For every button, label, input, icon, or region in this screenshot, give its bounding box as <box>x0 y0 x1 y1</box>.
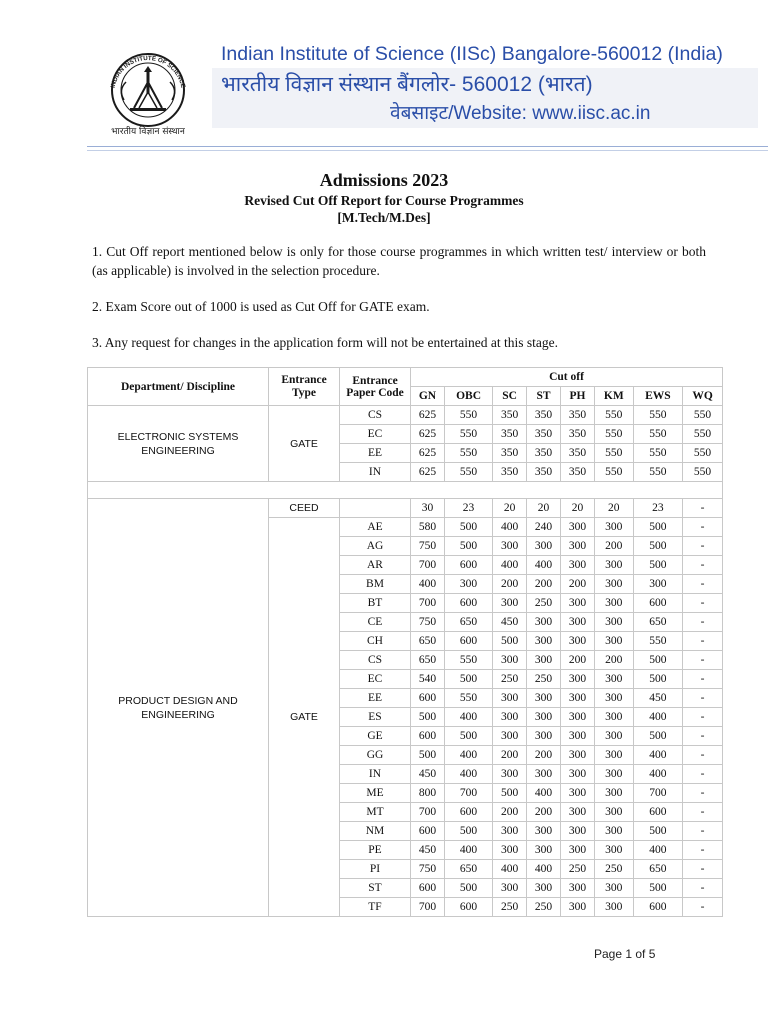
cutoff-value-cell: 550 <box>633 425 682 444</box>
cutoff-value-cell: 250 <box>527 670 561 689</box>
cutoff-value-cell: 650 <box>411 632 445 651</box>
cutoff-value-cell: 300 <box>561 537 595 556</box>
cutoff-value-cell: 300 <box>561 822 595 841</box>
note-2: 2. Exam Score out of 1000 is used as Cut Off for GATE exam. <box>92 299 430 314</box>
cutoff-value-cell: 300 <box>561 708 595 727</box>
cutoff-value-cell: 400 <box>411 575 445 594</box>
paper-code-cell: AE <box>340 518 411 537</box>
cutoff-value-cell: 300 <box>527 632 561 651</box>
cutoff-value-cell: 300 <box>527 613 561 632</box>
cutoff-value-cell: 400 <box>633 708 682 727</box>
paper-code-cell: IN <box>340 463 411 482</box>
cutoff-value-cell: 300 <box>594 518 633 537</box>
cutoff-value-cell: 300 <box>561 784 595 803</box>
cutoff-value-cell: 300 <box>561 594 595 613</box>
cutoff-value-cell: 300 <box>444 575 492 594</box>
paper-code-cell: EE <box>340 444 411 463</box>
cutoff-value-cell: - <box>683 689 723 708</box>
paper-code-cell: CE <box>340 613 411 632</box>
cutoff-value-cell: 500 <box>493 632 527 651</box>
cutoff-value-cell: 200 <box>527 746 561 765</box>
cutoff-value-cell: 400 <box>493 556 527 575</box>
cutoff-value-cell: 400 <box>493 518 527 537</box>
cutoff-value-cell: 300 <box>527 765 561 784</box>
cutoff-value-cell: 300 <box>561 746 595 765</box>
cutoff-value-cell: 200 <box>561 575 595 594</box>
cutoff-value-cell: 550 <box>444 425 492 444</box>
cutoff-value-cell: 250 <box>527 898 561 917</box>
cutoff-value-cell: 300 <box>561 670 595 689</box>
cutoff-value-cell: 550 <box>683 406 723 425</box>
cutoff-value-cell: 500 <box>444 727 492 746</box>
cutoff-value-cell: 300 <box>493 594 527 613</box>
cutoff-value-cell: 600 <box>633 803 682 822</box>
header-divider-secondary <box>87 150 768 151</box>
cutoff-value-cell: 300 <box>527 879 561 898</box>
table-header-row <box>88 368 723 387</box>
cutoff-value-cell: - <box>683 860 723 879</box>
category-header-ews: EWS <box>633 387 682 406</box>
paper-code-cell: PI <box>340 860 411 879</box>
cutoff-value-cell: 500 <box>493 784 527 803</box>
website-line: वेबसाइट/Website: www.iisc.ac.in <box>390 103 651 124</box>
cutoff-value-cell: 700 <box>444 784 492 803</box>
cutoff-value-cell: 625 <box>411 463 445 482</box>
cutoff-value-cell: 400 <box>444 841 492 860</box>
cutoff-value-cell: 540 <box>411 670 445 689</box>
cutoff-value-cell: 300 <box>493 765 527 784</box>
table-row <box>88 406 723 425</box>
separator-cell <box>88 482 723 499</box>
cutoff-value-cell: 400 <box>633 765 682 784</box>
paper-code-cell: AR <box>340 556 411 575</box>
paper-code-cell: PE <box>340 841 411 860</box>
cutoff-value-cell: 300 <box>493 727 527 746</box>
cutoff-value-cell: - <box>683 613 723 632</box>
cutoff-value-cell: 500 <box>444 879 492 898</box>
cutoff-table <box>87 367 723 917</box>
note-3: 3. Any request for changes in the application form will not be entertained at this stage. <box>92 335 558 350</box>
cutoff-value-cell: 580 <box>411 518 445 537</box>
cutoff-value-cell: 650 <box>633 860 682 879</box>
cutoff-value-cell: 300 <box>594 822 633 841</box>
cutoff-value-cell: 300 <box>594 708 633 727</box>
note-1: 1. Cut Off report mentioned below is only for those course programmes in which written test/ interview or both (as applicable) is involved in the selection procedure. <box>92 244 706 278</box>
paper-code-cell: GG <box>340 746 411 765</box>
entrance-type-cell: CEED <box>269 499 340 518</box>
iisc-logo <box>96 42 200 138</box>
cutoff-value-cell: 600 <box>411 727 445 746</box>
cutoff-value-cell: 500 <box>633 518 682 537</box>
cutoff-value-cell: 300 <box>594 841 633 860</box>
paper-code-cell <box>340 499 411 518</box>
cutoff-value-cell: - <box>683 727 723 746</box>
cutoff-value-cell: 550 <box>683 425 723 444</box>
cutoff-value-cell: 650 <box>411 651 445 670</box>
cutoff-value-cell: 550 <box>444 406 492 425</box>
cutoff-value-cell: 300 <box>527 651 561 670</box>
cutoff-value-cell: 300 <box>594 594 633 613</box>
cutoff-value-cell: 350 <box>527 463 561 482</box>
cutoff-value-cell: 400 <box>527 860 561 879</box>
paper-code-cell: EC <box>340 670 411 689</box>
table-row <box>88 499 723 518</box>
cutoff-value-cell: - <box>683 898 723 917</box>
group-separator-row <box>88 482 723 499</box>
cutoff-value-cell: 400 <box>633 746 682 765</box>
paper-code-cell: CH <box>340 632 411 651</box>
cutoff-value-cell: 350 <box>493 444 527 463</box>
department-cell: ELECTRONIC SYSTEMS ENGINEERING <box>88 406 269 482</box>
cutoff-value-cell: - <box>683 746 723 765</box>
cutoff-value-cell: 550 <box>683 463 723 482</box>
cutoff-value-cell: 200 <box>527 803 561 822</box>
cutoff-value-cell: 600 <box>411 879 445 898</box>
cutoff-value-cell: 350 <box>527 425 561 444</box>
programme-label: [M.Tech/M.Des] <box>337 210 431 225</box>
cutoff-value-cell: - <box>683 537 723 556</box>
cutoff-value-cell: 200 <box>493 575 527 594</box>
cutoff-value-cell: 300 <box>561 689 595 708</box>
department-cell: PRODUCT DESIGN AND ENGINEERING <box>88 499 269 917</box>
paper-code-cell: TF <box>340 898 411 917</box>
cutoff-value-cell: 300 <box>493 651 527 670</box>
cutoff-value-cell: 300 <box>594 784 633 803</box>
category-header-gn: GN <box>411 387 445 406</box>
department-header: Department/ Discipline <box>88 368 269 406</box>
cutoff-value-cell: 300 <box>527 689 561 708</box>
cutoff-value-cell: 500 <box>411 746 445 765</box>
cutoff-value-cell: 30 <box>411 499 445 518</box>
letterhead <box>0 0 768 150</box>
cutoff-value-cell: 250 <box>493 670 527 689</box>
cutoff-value-cell: 20 <box>561 499 595 518</box>
cutoff-value-cell: 500 <box>411 708 445 727</box>
cutoff-value-cell: 300 <box>561 613 595 632</box>
cutoff-header: Cut off <box>411 368 723 387</box>
cutoff-value-cell: 300 <box>594 727 633 746</box>
paper-code-cell: ST <box>340 879 411 898</box>
cutoff-value-cell: 300 <box>561 727 595 746</box>
cutoff-value-cell: 250 <box>527 594 561 613</box>
category-header-km: KM <box>594 387 633 406</box>
cutoff-value-cell: 450 <box>411 841 445 860</box>
cutoff-value-cell: 450 <box>493 613 527 632</box>
paper-code-cell: NM <box>340 822 411 841</box>
cutoff-value-cell: 300 <box>594 556 633 575</box>
cutoff-value-cell: 250 <box>561 860 595 879</box>
cutoff-value-cell: 350 <box>561 425 595 444</box>
cutoff-value-cell: 700 <box>411 803 445 822</box>
category-header-obc: OBC <box>444 387 492 406</box>
cutoff-value-cell: 500 <box>633 727 682 746</box>
cutoff-value-cell: 300 <box>561 765 595 784</box>
cutoff-value-cell: 240 <box>527 518 561 537</box>
cutoff-value-cell: 500 <box>633 822 682 841</box>
paper-code-cell: EC <box>340 425 411 444</box>
page-subtitle: Revised Cut Off Report for Course Programmes <box>244 193 524 208</box>
cutoff-value-cell: 625 <box>411 444 445 463</box>
category-header-ph: PH <box>561 387 595 406</box>
cutoff-value-cell: 700 <box>633 784 682 803</box>
cutoff-value-cell: 400 <box>527 784 561 803</box>
cutoff-value-cell: - <box>683 556 723 575</box>
cutoff-value-cell: 200 <box>493 746 527 765</box>
cutoff-value-cell: 300 <box>633 575 682 594</box>
cutoff-value-cell: 500 <box>444 518 492 537</box>
cutoff-value-cell: - <box>683 822 723 841</box>
cutoff-value-cell: 600 <box>444 632 492 651</box>
cutoff-value-cell: 400 <box>633 841 682 860</box>
cutoff-value-cell: 200 <box>493 803 527 822</box>
cutoff-value-cell: 300 <box>493 708 527 727</box>
paper-code-cell: ES <box>340 708 411 727</box>
cutoff-value-cell: 350 <box>493 406 527 425</box>
cutoff-value-cell: 300 <box>594 879 633 898</box>
cutoff-value-cell: 600 <box>633 898 682 917</box>
cutoff-value-cell: 300 <box>594 613 633 632</box>
cutoff-value-cell: 500 <box>633 651 682 670</box>
cutoff-value-cell: 300 <box>561 632 595 651</box>
cutoff-value-cell: - <box>683 670 723 689</box>
cutoff-value-cell: 300 <box>527 822 561 841</box>
cutoff-value-cell: 550 <box>594 406 633 425</box>
cutoff-value-cell: - <box>683 594 723 613</box>
cutoff-value-cell: 400 <box>444 746 492 765</box>
cutoff-value-cell: 550 <box>444 651 492 670</box>
cutoff-value-cell: 300 <box>594 765 633 784</box>
cutoff-value-cell: 20 <box>594 499 633 518</box>
cutoff-value-cell: 500 <box>633 670 682 689</box>
cutoff-value-cell: 550 <box>633 463 682 482</box>
cutoff-value-cell: 350 <box>527 406 561 425</box>
cutoff-value-cell: 500 <box>444 537 492 556</box>
cutoff-value-cell: 700 <box>411 556 445 575</box>
category-header-sc: SC <box>493 387 527 406</box>
cutoff-value-cell: 300 <box>594 803 633 822</box>
category-header-wq: WQ <box>683 387 723 406</box>
cutoff-value-cell: 23 <box>444 499 492 518</box>
cutoff-value-cell: - <box>683 651 723 670</box>
cutoff-value-cell: 250 <box>493 898 527 917</box>
cutoff-value-cell: - <box>683 708 723 727</box>
cutoff-value-cell: 600 <box>444 556 492 575</box>
cutoff-value-cell: 750 <box>411 537 445 556</box>
cutoff-value-cell: 23 <box>633 499 682 518</box>
cutoff-value-cell: 350 <box>493 463 527 482</box>
paper-code-cell: IN <box>340 765 411 784</box>
cutoff-value-cell: 300 <box>493 879 527 898</box>
cutoff-value-cell: 300 <box>527 708 561 727</box>
cutoff-value-cell: - <box>683 784 723 803</box>
cutoff-value-cell: 300 <box>493 822 527 841</box>
cutoff-value-cell: - <box>683 518 723 537</box>
cutoff-value-cell: 500 <box>633 879 682 898</box>
paper-code-cell: BT <box>340 594 411 613</box>
cutoff-value-cell: 20 <box>493 499 527 518</box>
cutoff-value-cell: 300 <box>527 537 561 556</box>
cutoff-value-cell: 600 <box>411 822 445 841</box>
cutoff-value-cell: 200 <box>594 537 633 556</box>
page-title: Admissions 2023 <box>319 170 449 190</box>
cutoff-value-cell: 300 <box>561 803 595 822</box>
cutoff-value-cell: 750 <box>411 860 445 879</box>
cutoff-value-cell: - <box>683 632 723 651</box>
paper-code-cell: ME <box>340 784 411 803</box>
cutoff-value-cell: 20 <box>527 499 561 518</box>
cutoff-value-cell: 300 <box>493 841 527 860</box>
cutoff-value-cell: 400 <box>444 708 492 727</box>
cutoff-value-cell: 600 <box>633 594 682 613</box>
cutoff-value-cell: 200 <box>594 651 633 670</box>
cutoff-value-cell: 300 <box>594 575 633 594</box>
institute-name-hindi: भारतीय विज्ञान संस्थान बैंगलोर- 560012 (भारत) <box>221 73 593 96</box>
cutoff-value-cell: 500 <box>444 670 492 689</box>
cutoff-value-cell: - <box>683 765 723 784</box>
cutoff-value-cell: 750 <box>411 613 445 632</box>
cutoff-value-cell: 300 <box>527 727 561 746</box>
cutoff-value-cell: - <box>683 575 723 594</box>
cutoff-value-cell: 350 <box>527 444 561 463</box>
cutoff-value-cell: 350 <box>561 444 595 463</box>
cutoff-value-cell: 300 <box>594 898 633 917</box>
cutoff-value-cell: 550 <box>633 406 682 425</box>
paper-code-header: Entrance Paper Code <box>340 368 411 406</box>
cutoff-value-cell: 300 <box>561 879 595 898</box>
cutoff-value-cell: 600 <box>444 594 492 613</box>
cutoff-value-cell: 500 <box>444 822 492 841</box>
paper-code-cell: CS <box>340 651 411 670</box>
cutoff-value-cell: 700 <box>411 898 445 917</box>
paper-code-cell: AG <box>340 537 411 556</box>
cutoff-value-cell: 800 <box>411 784 445 803</box>
entrance-type-cell: GATE <box>269 518 340 917</box>
cutoff-value-cell: 600 <box>444 898 492 917</box>
cutoff-value-cell: 300 <box>594 670 633 689</box>
cutoff-value-cell: 450 <box>411 765 445 784</box>
cutoff-value-cell: 650 <box>444 860 492 879</box>
cutoff-value-cell: 300 <box>561 898 595 917</box>
cutoff-value-cell: 500 <box>633 537 682 556</box>
cutoff-value-cell: 550 <box>594 425 633 444</box>
cutoff-value-cell: 350 <box>493 425 527 444</box>
cutoff-value-cell: 350 <box>561 406 595 425</box>
cutoff-value-cell: - <box>683 803 723 822</box>
cutoff-value-cell: 400 <box>493 860 527 879</box>
cutoff-value-cell: 250 <box>594 860 633 879</box>
cutoff-value-cell: - <box>683 499 723 518</box>
cutoff-value-cell: 200 <box>527 575 561 594</box>
cutoff-value-cell: 625 <box>411 406 445 425</box>
cutoff-value-cell: 600 <box>444 803 492 822</box>
cutoff-value-cell: 700 <box>411 594 445 613</box>
cutoff-value-cell: - <box>683 841 723 860</box>
cutoff-value-cell: 550 <box>594 444 633 463</box>
cutoff-value-cell: 300 <box>493 689 527 708</box>
cutoff-value-cell: 550 <box>444 444 492 463</box>
cutoff-value-cell: 550 <box>683 444 723 463</box>
cutoff-value-cell: 300 <box>594 632 633 651</box>
logo-caption: भारतीय विज्ञान संस्थान <box>111 127 185 137</box>
cutoff-value-cell: 550 <box>444 689 492 708</box>
cutoff-value-cell: 300 <box>561 556 595 575</box>
cutoff-value-cell: 400 <box>527 556 561 575</box>
table-body <box>88 406 723 917</box>
cutoff-value-cell: - <box>683 879 723 898</box>
page-number: Page 1 of 5 <box>594 947 656 961</box>
entrance-type-header: Entrance Type <box>269 368 340 406</box>
cutoff-value-cell: 650 <box>444 613 492 632</box>
cutoff-value-cell: 350 <box>561 463 595 482</box>
cutoff-value-cell: 625 <box>411 425 445 444</box>
cutoff-value-cell: 300 <box>561 518 595 537</box>
cutoff-value-cell: 300 <box>493 537 527 556</box>
paper-code-cell: MT <box>340 803 411 822</box>
cutoff-value-cell: 300 <box>561 841 595 860</box>
paper-code-cell: EE <box>340 689 411 708</box>
cutoff-value-cell: 400 <box>444 765 492 784</box>
cutoff-value-cell: 550 <box>594 463 633 482</box>
cutoff-value-cell: 650 <box>633 613 682 632</box>
paper-code-cell: GE <box>340 727 411 746</box>
cutoff-value-cell: 550 <box>633 632 682 651</box>
cutoff-value-cell: 300 <box>594 689 633 708</box>
cutoff-value-cell: 200 <box>561 651 595 670</box>
cutoff-value-cell: 600 <box>411 689 445 708</box>
cutoff-value-cell: 550 <box>444 463 492 482</box>
cutoff-value-cell: 300 <box>527 841 561 860</box>
cutoff-value-cell: 500 <box>633 556 682 575</box>
category-header-st: ST <box>527 387 561 406</box>
entrance-type-cell: GATE <box>269 406 340 482</box>
paper-code-cell: BM <box>340 575 411 594</box>
paper-code-cell: CS <box>340 406 411 425</box>
cutoff-value-cell: 300 <box>594 746 633 765</box>
cutoff-value-cell: 550 <box>633 444 682 463</box>
institute-name-english: Indian Institute of Science (IISc) Bangalore-560012 (India) <box>221 43 723 65</box>
cutoff-value-cell: 450 <box>633 689 682 708</box>
header-divider <box>87 146 768 147</box>
logo-arc-text: INDIAN INSTITUTE OF SCIENCE <box>109 54 187 89</box>
